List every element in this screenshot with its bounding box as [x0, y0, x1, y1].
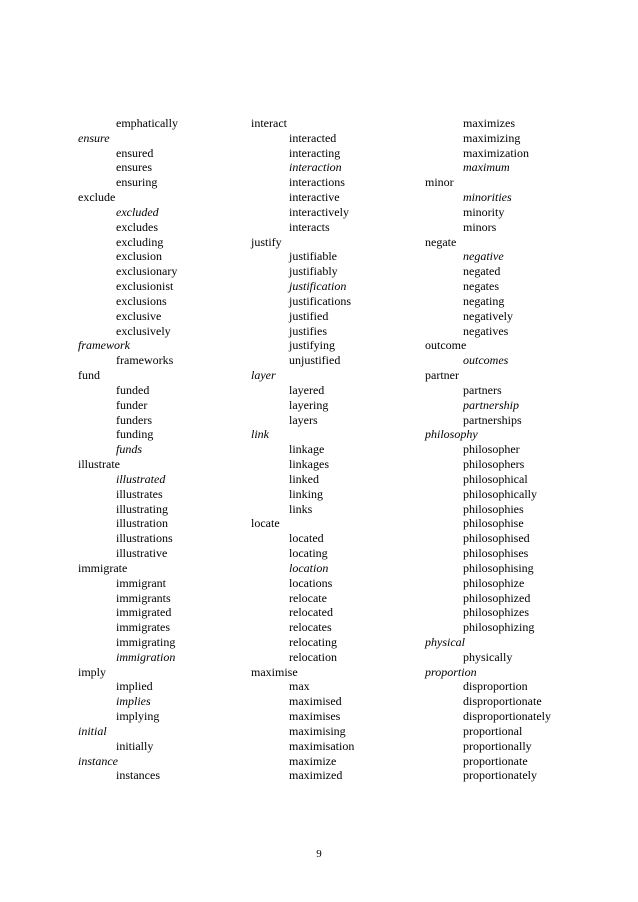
word-form: layered — [289, 382, 325, 397]
word-form: justification — [289, 279, 347, 294]
word-form: philosophize — [463, 575, 525, 590]
word-form: funder — [116, 397, 148, 412]
word-form: illustrating — [116, 501, 168, 516]
word-form: relocates — [289, 620, 332, 635]
word-form: initially — [116, 738, 154, 753]
word-form: philosophical — [463, 471, 528, 486]
word-form: proportionately — [463, 768, 537, 783]
word-form: philosophising — [463, 560, 534, 575]
word-form: philosophises — [463, 546, 529, 561]
word-form: proportionally — [463, 738, 532, 753]
word-form: disproportion — [463, 679, 528, 694]
word-form: justifications — [289, 293, 351, 308]
word-form: exclusionary — [116, 264, 178, 279]
word-form: interacts — [289, 219, 330, 234]
word-form: philosophies — [463, 501, 524, 516]
headword: negate — [425, 234, 457, 249]
word-form: philosophised — [463, 531, 530, 546]
word-form: ensures — [116, 160, 152, 175]
word-form: minors — [463, 219, 497, 234]
word-form: justifies — [289, 323, 327, 338]
word-form: implies — [116, 694, 151, 709]
word-form: immigrates — [116, 620, 170, 635]
word-form: linkages — [289, 457, 329, 472]
word-form: immigrating — [116, 634, 176, 649]
word-form: philosophers — [463, 457, 525, 472]
headword: initial — [78, 723, 107, 738]
headword: proportion — [425, 664, 477, 679]
word-form: excluding — [116, 234, 164, 249]
word-form: relocating — [289, 634, 337, 649]
word-form: proportional — [463, 723, 523, 738]
word-form: illustrates — [116, 486, 163, 501]
word-form: ensuring — [116, 175, 158, 190]
headword: physical — [425, 634, 465, 649]
word-form: funding — [116, 427, 154, 442]
word-form: interacting — [289, 145, 341, 160]
headword: maximise — [251, 664, 298, 679]
word-form: maximisation — [289, 738, 355, 753]
word-form: maximises — [289, 709, 341, 724]
word-form: max — [289, 679, 310, 694]
headword: outcome — [425, 338, 467, 353]
word-form: philosophizes — [463, 605, 529, 620]
word-form: illustrated — [116, 471, 166, 486]
word-column-1 — [78, 116, 248, 783]
word-form: implied — [116, 679, 153, 694]
word-form: relocation — [289, 649, 337, 664]
word-form: maximised — [289, 694, 342, 709]
word-form: partners — [463, 382, 502, 397]
headword: locate — [251, 516, 280, 531]
word-form: exclusive — [116, 308, 162, 323]
word-form: negated — [463, 264, 501, 279]
word-form: frameworks — [116, 353, 174, 368]
headword: link — [251, 427, 269, 442]
word-form: funded — [116, 382, 150, 397]
word-column-2 — [251, 116, 421, 783]
word-form: maximizes — [463, 116, 515, 130]
headword: philosophy — [425, 427, 478, 442]
headword: exclude — [78, 190, 116, 205]
word-form: funders — [116, 412, 152, 427]
word-form: interactions — [289, 175, 345, 190]
word-form: partnerships — [463, 412, 522, 427]
word-form: justifiable — [289, 249, 337, 264]
word-form: links — [289, 501, 313, 516]
word-form: exclusively — [116, 323, 171, 338]
word-form: layering — [289, 397, 329, 412]
word-form: illustration — [116, 516, 168, 531]
word-form: unjustified — [289, 353, 341, 368]
headword: layer — [251, 368, 276, 383]
word-form: emphatically — [116, 116, 178, 130]
word-form: maximize — [289, 753, 337, 768]
word-form: location — [289, 560, 329, 575]
word-form: located — [289, 531, 324, 546]
word-form: partnership — [463, 397, 520, 412]
word-form: immigrants — [116, 590, 171, 605]
word-form: maximization — [463, 145, 529, 160]
word-form: layers — [289, 412, 318, 427]
headword: interact — [251, 116, 287, 130]
word-form: negatives — [463, 323, 509, 338]
word-form: minorities — [463, 190, 512, 205]
word-form: exclusion — [116, 249, 162, 264]
word-form: negatively — [463, 308, 513, 323]
word-form: negating — [463, 293, 505, 308]
word-form: locations — [289, 575, 333, 590]
word-column-3 — [425, 116, 615, 783]
word-form: excluded — [116, 204, 159, 219]
headword: instance — [78, 753, 118, 768]
word-form: justifiably — [289, 264, 338, 279]
word-form: minority — [463, 204, 505, 219]
word-form: excludes — [116, 219, 158, 234]
word-form: implying — [116, 709, 160, 724]
word-form: maximizing — [463, 130, 521, 145]
word-form: philosophized — [463, 590, 531, 605]
word-form: physically — [463, 649, 513, 664]
word-form: philosophise — [463, 516, 524, 531]
word-form: instances — [116, 768, 160, 783]
word-form: locating — [289, 546, 328, 561]
word-form: exclusionist — [116, 279, 174, 294]
word-form: linked — [289, 471, 319, 486]
word-form: justifying — [289, 338, 336, 353]
word-form: immigrant — [116, 575, 166, 590]
headword: partner — [425, 368, 459, 383]
word-form: negates — [463, 279, 499, 294]
word-form: relocated — [289, 605, 333, 620]
headword: justify — [251, 234, 282, 249]
word-form: linkage — [289, 442, 325, 457]
headword: imply — [78, 664, 107, 679]
headword: framework — [78, 338, 130, 353]
word-form: interaction — [289, 160, 342, 175]
headword: fund — [78, 368, 100, 383]
word-form: funds — [116, 442, 143, 457]
word-form: philosophizing — [463, 620, 535, 635]
word-form: negative — [463, 249, 504, 264]
word-form: disproportionate — [463, 694, 542, 709]
word-form: ensured — [116, 145, 154, 160]
word-form: interacted — [289, 130, 337, 145]
word-form: justified — [289, 308, 329, 323]
word-form: disproportionately — [463, 709, 551, 724]
word-form: interactively — [289, 204, 349, 219]
word-form: maximising — [289, 723, 346, 738]
word-form: interactive — [289, 190, 340, 205]
word-form: immigration — [116, 649, 176, 664]
word-form: exclusions — [116, 293, 167, 308]
headword: minor — [425, 175, 454, 190]
word-form: linking — [289, 486, 324, 501]
headword: immigrate — [78, 560, 128, 575]
word-form: maximized — [289, 768, 343, 783]
word-form: philosopher — [463, 442, 520, 457]
word-form: maximum — [463, 160, 510, 175]
page-number: 9 — [316, 848, 322, 860]
word-form: illustrative — [116, 546, 168, 561]
word-form: philosophically — [463, 486, 537, 501]
word-form: outcomes — [463, 353, 509, 368]
word-form: relocate — [289, 590, 327, 605]
word-form: immigrated — [116, 605, 172, 620]
headword: illustrate — [78, 457, 120, 472]
headword: ensure — [78, 130, 110, 145]
word-form: illustrations — [116, 531, 173, 546]
word-form: proportionate — [463, 753, 528, 768]
